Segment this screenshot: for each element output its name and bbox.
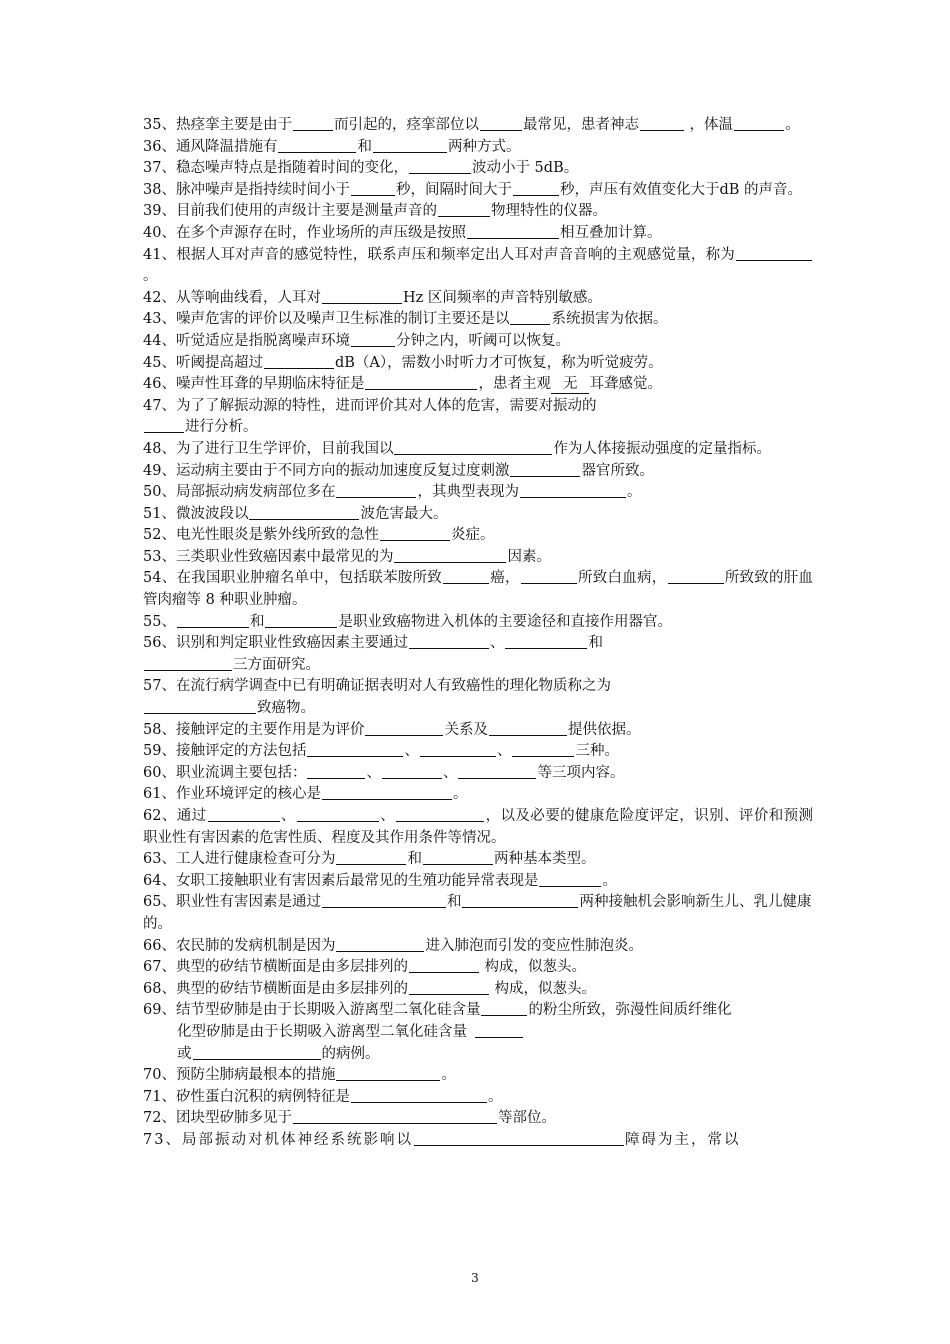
question-47: 47、为了了解振动源的特性，进而评价其对人体的危害，需要对振动的 进行分析。 (143, 397, 597, 436)
answer-blank[interactable] (351, 181, 395, 196)
question-64: 64、女职工接触职业有害因素后最常见的生殖功能异常表现是 。 (143, 872, 617, 889)
answer-blank[interactable] (336, 850, 406, 865)
answer-blank[interactable] (668, 569, 724, 584)
answer-blank[interactable] (208, 807, 280, 822)
question-50: 50、局部振动病发病部位多在 ，其典型表现为 。 (143, 484, 642, 501)
answer-blank[interactable] (510, 462, 580, 477)
question-49: 49、运动病主要由于不同方向的振动加速度反复过度刺激 器官所致。 (143, 462, 654, 479)
answer-blank[interactable] (512, 742, 574, 757)
page-number: 3 (471, 1271, 479, 1285)
question-61: 61、作业环境评定的核心是 。 (143, 786, 468, 803)
answer-blank[interactable] (539, 872, 601, 887)
question-57: 57、在流行病学调查中已有明确证据表明对人有致癌性的理化物质称之为 致癌物。 (143, 678, 611, 717)
answer-blank[interactable] (177, 613, 249, 628)
answer-blank[interactable] (144, 699, 256, 714)
question-65: 65、职业性有害因素是通过 和 两种接触机会影响新生儿、乳儿健康的。 (143, 894, 812, 932)
question-67: 67、典型的矽结节横断面是由多层排列的 构成，似葱头。 (143, 959, 587, 976)
answer-blank[interactable] (249, 505, 359, 520)
answer-blank[interactable] (193, 1045, 321, 1060)
answer-blank[interactable] (336, 937, 424, 952)
question-58: 58、接触评定的主要作用是为评价 关系及 提供依据。 (143, 721, 641, 738)
question-51: 51、微波波段以 波危害最大。 (143, 505, 448, 522)
answer-blank[interactable] (144, 418, 184, 433)
answer-blank[interactable] (394, 440, 552, 455)
answer-blank[interactable] (640, 116, 684, 131)
question-59: 59、接触评定的方法包括 、 、 三种。 (143, 743, 619, 760)
answer-blank[interactable] (278, 138, 356, 153)
answer-blank[interactable] (365, 375, 477, 390)
answer-blank[interactable] (322, 893, 446, 908)
answer-blank[interactable] (409, 634, 489, 649)
answer-blank[interactable] (396, 807, 484, 822)
answer-blank[interactable] (458, 764, 536, 779)
answer-blank[interactable] (467, 224, 559, 239)
question-45: 45、听阈提高超过 dB（A），需数小时听力才可恢复，称为听觉疲劳。 (143, 354, 663, 371)
question-35: 35、热痉挛主要是由于 而引起的，痉挛部位以 最常见，患者神志 ，体温 。 (143, 117, 800, 133)
question-60: 60、职业流调主要包括： 、 、 等三项内容。 (143, 764, 625, 781)
answer-blank[interactable] (734, 116, 784, 131)
answer-blank[interactable] (414, 1131, 624, 1146)
answer-blank[interactable] (481, 1001, 527, 1016)
answer-blank[interactable] (409, 980, 489, 995)
question-72: 72、团块型矽肺多见于 等部位。 (143, 1110, 556, 1127)
answer-blank[interactable] (307, 764, 365, 779)
answer-blank[interactable] (351, 332, 395, 347)
question-71: 71、矽性蛋白沉积的病例特征是 。 (143, 1088, 503, 1105)
answer-blank[interactable] (265, 613, 337, 628)
answer-blank[interactable] (380, 526, 450, 541)
question-38: 38、脉冲噪声是指持续时间小于 秒，间隔时间大于 秒，声压有效值变化大于dB 的声音。 (143, 181, 802, 198)
answer-blank[interactable] (293, 1109, 497, 1124)
worksheet-body (143, 115, 813, 1152)
answer-blank[interactable] (736, 246, 812, 261)
answer-blank[interactable] (409, 958, 479, 973)
question-40: 40、在多个声源存在时，作业场所的声压级是按照 相互叠加计算。 (143, 224, 662, 241)
answer-blank[interactable] (420, 742, 496, 757)
answer-blank[interactable] (423, 850, 493, 865)
question-53: 53、三类职业性致癌因素中最常见的为 因素。 (143, 548, 551, 565)
answer-blank[interactable] (322, 289, 402, 304)
question-52: 52、电光性眼炎是紫外线所致的急性 炎症。 (143, 527, 495, 544)
question-69: 69、结节型矽肺是由于长期吸入游离型二氧化硅含量 的粉尘所致，弥漫性间质纤维化 (143, 1002, 732, 1019)
answer-blank[interactable] (513, 181, 559, 196)
question-36: 36、通风降温措施有 和 两种方式。 (143, 138, 521, 155)
question-43: 43、噪声危害的评价以及噪声卫生标准的制订主要还是以 系统损害为依据。 (143, 311, 668, 328)
question-63: 63、工人进行健康检查可分为 和 两种基本类型。 (143, 851, 596, 868)
answer-blank[interactable] (322, 785, 452, 800)
question-68: 68、典型的矽结节横断面是由多层排列的 构成，似葱头。 (143, 980, 597, 997)
question-73: 73、局部振动对机体神经系统影响以 障碍为主，常以 (143, 1131, 741, 1148)
answer-blank[interactable] (510, 310, 550, 325)
answer-blank[interactable] (382, 764, 442, 779)
answer-blank[interactable] (520, 483, 626, 498)
question-69-continued: 化型矽肺是由于长期吸入游离型二氧化硅含量 或 的病例。 (143, 1022, 813, 1065)
question-48: 48、为了进行卫生学评价，目前我国以 作为人体接振动强度的定量指标。 (143, 440, 771, 457)
question-66: 66、农民肺的发病机制是因为 进入肺泡而引发的变应性肺泡炎。 (143, 937, 643, 954)
answer-blank[interactable] (489, 721, 567, 736)
answer-blank[interactable] (144, 656, 232, 671)
answer-blank[interactable] (480, 116, 522, 131)
answer-blank[interactable] (409, 159, 471, 174)
answer-blank[interactable] (307, 742, 403, 757)
answer-blank[interactable] (365, 721, 443, 736)
answer-blank[interactable] (336, 1066, 440, 1081)
question-56: 56、识别和判定职业性致癌因素主要通过 、 和 三方面研究。 (143, 635, 603, 673)
question-44: 44、听觉适应是指脱离噪声环境 分钟之内，听阈可以恢复。 (143, 332, 570, 349)
answer-blank[interactable] (297, 807, 379, 822)
question-70: 70、预防尘肺病最根本的措施 。 (143, 1067, 456, 1084)
question-62: 62、通过 、 、 ，以及必要的健康危险度评定，识别、评价和预测职业性有害因素的危害性质、程度及其作用条件等情况。 (143, 808, 814, 846)
answer-blank[interactable] (264, 354, 334, 369)
answer-blank[interactable] (438, 202, 490, 217)
filled-answer: 无 (551, 376, 590, 394)
answer-blank[interactable] (394, 548, 506, 563)
question-39: 39、目前我们使用的声级计主要是测量声音的 物理特性的仪器。 (143, 203, 607, 220)
answer-blank[interactable] (373, 138, 447, 153)
answer-blank[interactable] (521, 569, 577, 584)
answer-blank[interactable] (351, 1088, 487, 1103)
question-42: 42、从等响曲线看，人耳对 Hz 区间频率的声音特别敏感。 (143, 289, 602, 306)
answer-blank[interactable] (475, 1023, 523, 1038)
answer-blank[interactable] (462, 893, 578, 908)
answer-blank[interactable] (336, 483, 416, 498)
question-41: 41、根据人耳对声音的感觉特性，联系声压和频率定出人耳对声音音响的主观感觉量，称为。 (143, 245, 813, 288)
answer-blank[interactable] (505, 634, 587, 649)
question-54: 54、在我国职业肿瘤名单中，包括联苯胺所致 癌， 所致白血病， 所致致的肝血管肉瘤等 8 种职业肿瘤。 (143, 570, 814, 609)
answer-blank[interactable] (443, 569, 489, 584)
question-55: 55、 和 是职业致癌物进入机体的主要途径和直接作用器官。 (143, 613, 672, 630)
answer-blank[interactable] (293, 116, 333, 131)
question-37: 37、稳态噪声特点是指随着时间的变化， 波动小于 5dB。 (143, 160, 579, 177)
question-46: 46、噪声性耳聋的早期临床特征是 ，患者主观 无 耳聋感觉。 (143, 376, 662, 393)
